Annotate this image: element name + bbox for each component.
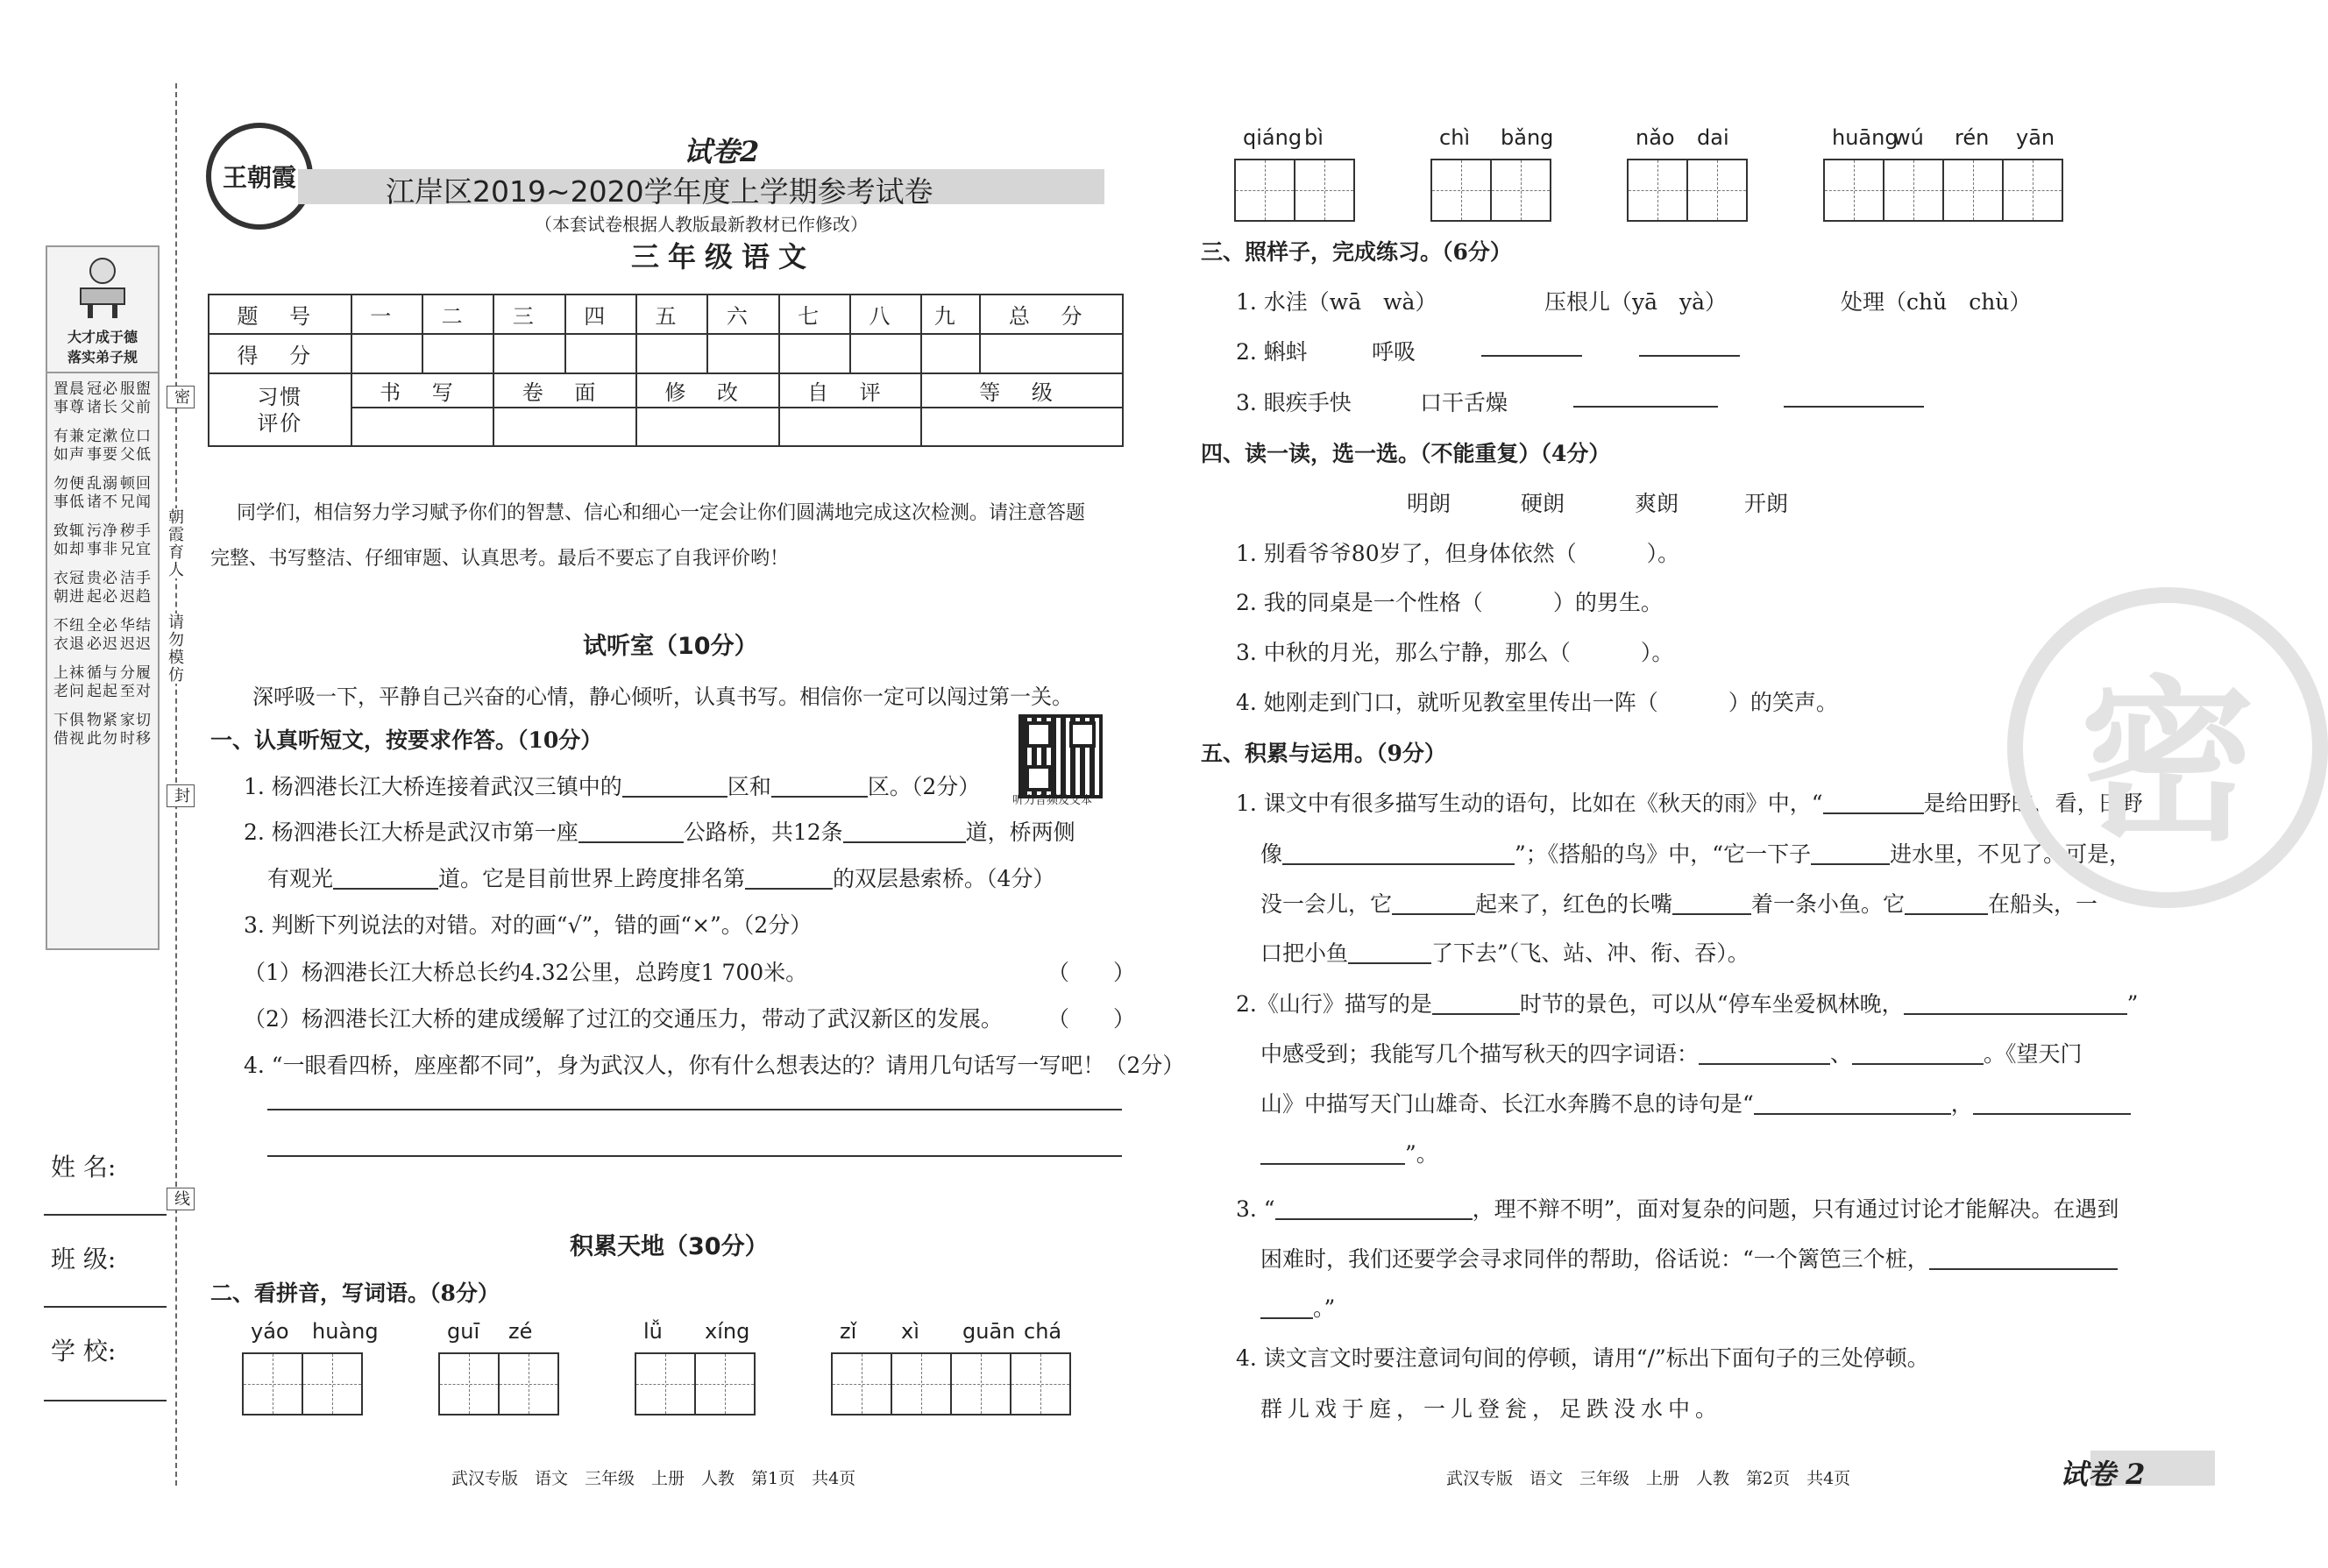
row1-cell: 总 分 <box>980 294 1123 334</box>
writing-cell[interactable] <box>1294 159 1355 222</box>
habit-label <box>209 373 351 446</box>
logo <box>206 123 313 230</box>
q5-p2i: ”。 <box>1405 1141 1438 1167</box>
writing-grid <box>833 1352 1071 1415</box>
habit-item: 自 评 <box>779 373 922 408</box>
q5-p2-blank-7[interactable] <box>1260 1140 1405 1165</box>
qr-finder <box>1026 765 1052 791</box>
habit-item: 等 级 <box>921 373 1123 408</box>
habit-score-cell[interactable] <box>921 408 1123 446</box>
poem-line: 秽手兄宜 <box>120 522 152 558</box>
writing-cell[interactable] <box>1823 159 1884 222</box>
q5-p2e: 、 <box>1830 1041 1853 1067</box>
score-cell[interactable] <box>980 334 1123 373</box>
q1-title: 一、认真听短文，按要求作答。（10分） <box>210 727 603 753</box>
pinyin-syllable: huàng <box>312 1319 379 1344</box>
q3-line3-a: 3. 眼疾手快 <box>1236 390 1352 415</box>
intro-line-2: 完整、书写整洁、仔细审题、认真思考。最后不要忘了自我评价哟！ <box>210 548 790 570</box>
q1-2-f: 的双层悬索桥。（4分） <box>833 866 1055 891</box>
q4-s2 <box>1236 585 1663 617</box>
q3-line3-blank-2[interactable] <box>1784 406 1924 408</box>
score-cell[interactable] <box>921 334 980 373</box>
poem-line: 上袜老问 <box>53 664 85 700</box>
q4-option: 硬朗 <box>1521 491 1565 516</box>
q5-p4: 4. 读文言文时要注意词句间的停顿，请用“/”标出下面句子的三处停顿。 <box>1236 1345 1929 1371</box>
poem-line: 分履至对 <box>120 664 152 700</box>
habit-label-line2: 评价 <box>257 410 303 436</box>
q4-s4-a: 4. 她刚走到门口，就听见教室里传出一阵（ <box>1236 690 1658 715</box>
qr-finder <box>1069 721 1096 748</box>
q4-option: 明朗 <box>1407 491 1451 516</box>
listening-lead: 深呼吸一下，平静自己兴奋的心情，静心倾听，认真书写。相信你一定可以闯过第一关。 <box>252 685 1073 709</box>
exam-subject: 三年级语文 <box>631 240 816 273</box>
pinyin-syllable: yáo <box>251 1319 289 1344</box>
exam-subtitle: （本套试卷根据人教版最新教材已作修改） <box>535 214 868 235</box>
class-label: 班 级: <box>51 1245 117 1274</box>
pinyin-syllable: bì <box>1304 125 1324 150</box>
writing-cell[interactable] <box>1686 159 1748 222</box>
pinyin-syllable: xì <box>901 1319 919 1344</box>
poem-line: 衣冠朝进 <box>53 570 85 606</box>
q5-p2-blank-6[interactable] <box>1973 1090 2131 1115</box>
writing-cell[interactable] <box>1942 159 2004 222</box>
poem-line: 全必必迟 <box>87 617 118 653</box>
q5-p1-blank-4[interactable] <box>1392 890 1475 915</box>
writing-cell[interactable] <box>438 1352 500 1415</box>
name-field[interactable] <box>44 1214 167 1216</box>
writing-cell[interactable] <box>1430 159 1492 222</box>
poem-line: 华结迟迟 <box>120 617 152 653</box>
q5-p2-blank-2[interactable] <box>1904 990 2127 1015</box>
q1-2-d: 有观光 <box>267 866 334 891</box>
score-cell[interactable] <box>351 334 422 373</box>
q5-p3-blank-2[interactable] <box>1929 1245 2118 1270</box>
pinyin-syllable: xíng <box>705 1319 750 1344</box>
q5-p3-blank-1[interactable] <box>1275 1196 1473 1220</box>
accum-section-title: 积累天地（30分） <box>570 1233 769 1260</box>
class-field[interactable] <box>44 1306 167 1308</box>
habit-item: 书 写 <box>351 373 494 408</box>
q5-p1-line1 <box>1236 786 2143 818</box>
q1-3-2-answer[interactable]: （ ） <box>1047 1006 1136 1032</box>
q3-title: 三、照样子，完成练习。（6分） <box>1201 239 1512 265</box>
motto-box <box>46 245 160 950</box>
watermark-text: 密 <box>2079 660 2255 865</box>
pinyin-syllable: rén <box>1955 125 1990 150</box>
qr-caption: 听力音频及文本 <box>1012 794 1093 807</box>
score-cell[interactable] <box>636 334 707 373</box>
q2-title: 二、看拼音，写词语。（8分） <box>210 1281 500 1306</box>
q5-p1-blank-6[interactable] <box>1905 890 1988 915</box>
pinyin-syllable: chì <box>1439 125 1471 150</box>
q4-s4-b: ）的笑声。 <box>1728 690 1838 715</box>
q4-option: 开朗 <box>1744 491 1789 516</box>
writing-cell[interactable] <box>1883 159 1944 222</box>
writing-cell[interactable] <box>831 1352 892 1415</box>
score-cell[interactable] <box>493 334 564 373</box>
q5-p3a: 3. “ <box>1236 1196 1275 1222</box>
paper-tag: 试卷2 <box>684 135 760 168</box>
poem-line: 置晨事尊 <box>53 380 85 416</box>
score-cell[interactable] <box>850 334 921 373</box>
row1-cell: 三 <box>493 294 564 334</box>
writing-cell[interactable] <box>2002 159 2063 222</box>
q1-2 <box>244 815 1075 847</box>
poem-line: 致辄如却 <box>53 522 85 558</box>
q5-p2-line1 <box>1236 987 2138 1018</box>
pinyin-syllable: zǐ <box>840 1319 857 1344</box>
q3-line2-b: 呼吸 <box>1372 339 1416 365</box>
pinyin-syllable: bǎng <box>1501 125 1554 150</box>
score-cell[interactable] <box>422 334 493 373</box>
pinyin-syllable: dai <box>1697 125 1729 150</box>
habit-item: 卷 面 <box>493 373 636 408</box>
poem-line: 贵必起必 <box>87 570 118 606</box>
q3-line1-c: 处理（chǔ chù） <box>1841 289 2032 315</box>
q1-2-c: 道，桥两侧 <box>965 819 1075 845</box>
q4-s1-b: ）。 <box>1646 541 1680 566</box>
logo-text: 王朝霞 <box>222 163 296 192</box>
q3-line3-b: 口干舌燥 <box>1420 390 1508 415</box>
writing-grid <box>1629 159 1748 222</box>
q1-1-blank-1[interactable] <box>622 773 728 798</box>
listening-section-title: 试听室（10分） <box>583 633 758 660</box>
q5-p1-blank-2[interactable] <box>1282 841 1515 865</box>
q4-s2-b: ）的男生。 <box>1552 590 1663 615</box>
q5-p1f: 没一会儿，它 <box>1260 891 1393 917</box>
writing-cell[interactable] <box>1627 159 1688 222</box>
q5-p1k: 了下去”（飞、站、冲、衔、吞）。 <box>1431 940 1750 966</box>
cut-mark-1: 密 <box>167 386 195 408</box>
pinyin-syllable: nǎo <box>1636 125 1675 150</box>
habit-score-cell[interactable] <box>779 408 922 446</box>
q5-p2f: 。《望天门 <box>1984 1041 2083 1067</box>
q5-p1j: 口把小鱼 <box>1260 940 1349 966</box>
poem-line: 污净事非 <box>87 522 118 558</box>
habit-score-cell[interactable] <box>636 408 779 446</box>
poem-line: 不纽衣退 <box>53 617 85 653</box>
intro-line-1: 同学们，相信努力学习赋予你们的智慧、信心和细心一定会让你们圆满地完成这次检测。请注意答题 <box>237 502 1086 524</box>
q5-p1-blank-1[interactable] <box>1823 790 1924 814</box>
q5-p2-line3 <box>1260 1087 2131 1118</box>
q5-p2d: 中感受到；我能写几个描写秋天的四字词语： <box>1260 1041 1700 1067</box>
q5-p3b: ，理不辩不明”，面对复杂的问题，只有通过讨论才能解决。在遇到 <box>1472 1196 2119 1222</box>
vertical-note-2: 请勿模仿 <box>163 614 186 684</box>
q1-2-b: 公路桥，共12条 <box>683 819 843 845</box>
row1-cell: 四 <box>565 294 636 334</box>
q5-p3-line1 <box>1236 1192 2119 1224</box>
q4-s1-a: 1. 别看爷爷80岁了，但身体依然（ <box>1236 541 1577 566</box>
writing-cell[interactable] <box>498 1352 559 1415</box>
footer-left: 武汉专版 语文 三年级 上册 人教 第1页 共4页 <box>451 1469 856 1488</box>
pinyin-syllable: yān <box>2016 125 2055 150</box>
poem-grid <box>47 373 158 766</box>
poem-line: 乱溺诸不 <box>87 475 118 511</box>
school-field[interactable] <box>44 1400 167 1401</box>
writing-cell[interactable] <box>242 1352 303 1415</box>
q5-p2a: 2.《山行》描写的是 <box>1236 991 1432 1017</box>
poem-line: 下俱借视 <box>53 712 85 748</box>
poem-line: 位口父低 <box>120 428 152 464</box>
pinyin-syllable: chá <box>1024 1319 1062 1344</box>
poem-line: 勿便事低 <box>53 475 85 511</box>
pinyin-syllable: huāng <box>1832 125 1899 150</box>
writing-cell[interactable] <box>950 1352 1011 1415</box>
score-cell[interactable] <box>707 334 778 373</box>
watermark-seal <box>2007 587 2328 908</box>
q1-2-blank-3[interactable] <box>333 865 438 890</box>
q4-s4 <box>1236 685 1838 717</box>
poem-line: 有兼如声 <box>53 428 85 464</box>
q5-p1i: 在船头，一 <box>1988 891 2098 917</box>
row1-cell: 七 <box>779 294 850 334</box>
q5-p1-blank-5[interactable] <box>1672 890 1751 915</box>
row1-cell: 一 <box>351 294 422 334</box>
q5-p1d: ”；《搭船的鸟》中，“它一下子 <box>1515 841 1812 867</box>
q1-2-blank-4[interactable] <box>745 865 833 890</box>
poem-line: 冠必诸长 <box>87 380 118 416</box>
q5-p2c: ” <box>2126 991 2139 1017</box>
q5-p3d: 。” <box>1313 1295 1336 1321</box>
writing-grid <box>1825 159 2063 222</box>
q4-s3-a: 3. 中秋的月光，那么宁静，那么（ <box>1236 640 1571 665</box>
q5-p1-blank-3[interactable] <box>1811 841 1890 865</box>
q1-2-cont <box>267 862 1054 893</box>
motto-top: 大才成于德 <box>67 329 138 345</box>
name-label: 姓 名: <box>51 1153 117 1181</box>
habit-label-line1: 习惯 <box>257 384 303 409</box>
q5-p1-blank-7[interactable] <box>1348 940 1431 964</box>
writing-grid <box>1236 159 1355 222</box>
q1-2-blank-1[interactable] <box>578 819 684 843</box>
q5-p4-sentence[interactable]: 群儿戏于庭，一儿登瓮，足跌没水中。 <box>1260 1396 1723 1422</box>
q4-s3 <box>1236 635 1673 667</box>
q1-4-answer-line-1[interactable] <box>267 1109 1122 1110</box>
cut-mark-2: 封 <box>167 784 195 807</box>
q1-2-a: 2. 杨泗港长江大桥是武汉市第一座 <box>244 819 578 845</box>
q4-s2-a: 2. 我的同桌是一个性格（ <box>1236 590 1483 615</box>
writing-cell[interactable] <box>635 1352 696 1415</box>
q3-line3-blank-1[interactable] <box>1573 406 1718 408</box>
q1-4-answer-line-2[interactable] <box>267 1155 1122 1157</box>
habit-score-cell[interactable] <box>493 408 636 446</box>
q1-3-2: （2）杨泗港长江大桥的建成缓解了过江的交通压力，带动了武汉新区的发展。 <box>244 1006 1003 1032</box>
row1-cell: 九 <box>921 294 980 334</box>
writing-cell[interactable] <box>302 1352 363 1415</box>
cut-mark-3: 线 <box>167 1188 195 1210</box>
poem-line: 物紧此勿 <box>87 712 118 748</box>
poem-line: 家切时移 <box>120 712 152 748</box>
writing-cell[interactable] <box>891 1352 952 1415</box>
q5-p2-line4 <box>1260 1137 1438 1168</box>
q5-p1-line4 <box>1260 936 1750 968</box>
q5-p1e: 进水里，不见了。可是， <box>1890 841 2132 867</box>
poem-line: 服盥父前 <box>120 380 152 416</box>
q1-1-b: 区和 <box>727 774 771 799</box>
exam-title: 江岸区2019~2020学年度上学期参考试卷 <box>386 174 933 209</box>
q4-s1 <box>1236 536 1679 568</box>
writing-grid <box>636 1352 756 1415</box>
q5-p1h: 着一条小鱼。它 <box>1751 891 1906 917</box>
q4-title: 四、读一读，选一选。（不能重复）（4分） <box>1201 441 1611 466</box>
poem-line: 循与起起 <box>87 664 118 700</box>
q5-p3-blank-3[interactable] <box>1260 1295 1313 1319</box>
school-label: 学 校: <box>51 1337 117 1366</box>
q5-p3-line3 <box>1260 1291 1335 1323</box>
q1-1-c: 区。（2分） <box>867 774 981 799</box>
score-cell[interactable] <box>565 334 636 373</box>
q5-p1-line3 <box>1260 887 2097 919</box>
q3-line2-a: 2. 蝌蚪 <box>1236 339 1308 365</box>
q5-title: 五、积累与运用。（9分） <box>1201 741 1446 766</box>
q5-p1-line2 <box>1260 837 2131 869</box>
q3-line2-blank-1[interactable] <box>1481 355 1582 357</box>
q1-1-blank-2[interactable] <box>771 773 868 798</box>
pinyin-syllable: wú <box>1893 125 1924 150</box>
poem-line: 洁手迟趋 <box>120 570 152 606</box>
pinyin-syllable: qiáng <box>1243 125 1302 150</box>
q5-p2h: ， <box>1950 1091 1973 1117</box>
row1-cell: 题 号 <box>209 294 351 334</box>
q3-line2-blank-2[interactable] <box>1639 355 1740 357</box>
row1-cell: 八 <box>850 294 921 334</box>
writing-grid <box>244 1352 363 1415</box>
writing-grid <box>1432 159 1551 222</box>
q5-p2-blank-4[interactable] <box>1852 1040 1984 1065</box>
q1-3-1-answer[interactable]: （ ） <box>1047 960 1136 985</box>
habit-score-cell[interactable] <box>351 408 494 446</box>
q5-p2-blank-1[interactable] <box>1432 990 1520 1015</box>
q1-1 <box>244 770 980 801</box>
q5-p1a: 1. 课文中有很多描写生动的语句，比如在《秋天的雨》中，“ <box>1236 791 1823 816</box>
q5-p3-line2 <box>1260 1242 2118 1274</box>
q3-line1-b: 压根儿（yā yà） <box>1544 289 1728 315</box>
writing-cell[interactable] <box>1490 159 1551 222</box>
q5-p1b: 是给田野的，看，田野 <box>1923 791 2143 816</box>
footer-tag: 试卷 2 <box>2060 1458 2146 1491</box>
student-illustration <box>47 247 158 326</box>
q5-p3c: 困难时，我们还要学会寻求同伴的帮助，俗话说：“一个篱笆三个桩， <box>1260 1246 1929 1272</box>
q1-4: 4. “一眼看四桥，座座都不同”，身为武汉人，你有什么想表达的？请用几句话写一写吧！（2分） <box>244 1053 1185 1078</box>
vertical-note-1: 朝霞育人 <box>163 508 186 578</box>
q5-p1g: 起来了，红色的长嘴 <box>1475 891 1673 917</box>
q5-p1c: 像 <box>1260 841 1283 867</box>
row1-cell: 五 <box>636 294 707 334</box>
qr-finder <box>1026 721 1052 748</box>
q5-p2-blank-5[interactable] <box>1754 1090 1951 1115</box>
poem-line: 定漱事要 <box>87 428 118 464</box>
score-cell[interactable] <box>779 334 850 373</box>
q5-p2-line2 <box>1260 1037 2083 1068</box>
pinyin-syllable: guān <box>962 1319 1016 1344</box>
q1-3: 3. 判断下列说法的对错。对的画“√”，错的画“×”。（2分） <box>244 912 813 938</box>
row1-cell: 二 <box>422 294 493 334</box>
habit-item: 修 改 <box>636 373 779 408</box>
row1-cell: 六 <box>707 294 778 334</box>
writing-cell[interactable] <box>694 1352 756 1415</box>
score-row-label: 得 分 <box>209 334 351 373</box>
q4-option: 爽朗 <box>1635 491 1679 516</box>
q5-p2-blank-3[interactable] <box>1699 1040 1830 1065</box>
footer-right: 武汉专版 语文 三年级 上册 人教 第2页 共4页 <box>1446 1469 1851 1488</box>
score-table <box>208 294 1124 447</box>
q4-s3-b: ）。 <box>1640 640 1674 665</box>
pinyin-syllable: lǚ <box>643 1319 663 1344</box>
q1-2-blank-2[interactable] <box>843 819 966 843</box>
q1-1-a: 1. 杨泗港长江大桥连接着武汉三镇中的 <box>244 774 622 799</box>
q3-line1-a: 1. 水洼（wā wà） <box>1236 289 1437 315</box>
pinyin-syllable: guī <box>447 1319 480 1344</box>
poem-line: 顿回兄闻 <box>120 475 152 511</box>
q1-2-e: 道。它是目前世界上跨度排名第 <box>438 866 746 891</box>
motto-bottom: 落实弟子规 <box>47 346 158 373</box>
pinyin-syllable: zé <box>508 1319 533 1344</box>
writing-cell[interactable] <box>1010 1352 1071 1415</box>
writing-grid <box>440 1352 559 1415</box>
writing-cell[interactable] <box>1234 159 1295 222</box>
q1-3-1: （1）杨泗港长江大桥总长约4.32公里，总跨度1 700米。 <box>244 960 808 985</box>
q5-p2b: 时节的景色，可以从“停车坐爱枫林晚， <box>1519 991 1904 1017</box>
q5-p2g: 山》中描写天门山雄奇、长江水奔腾不息的诗句是“ <box>1260 1091 1754 1117</box>
